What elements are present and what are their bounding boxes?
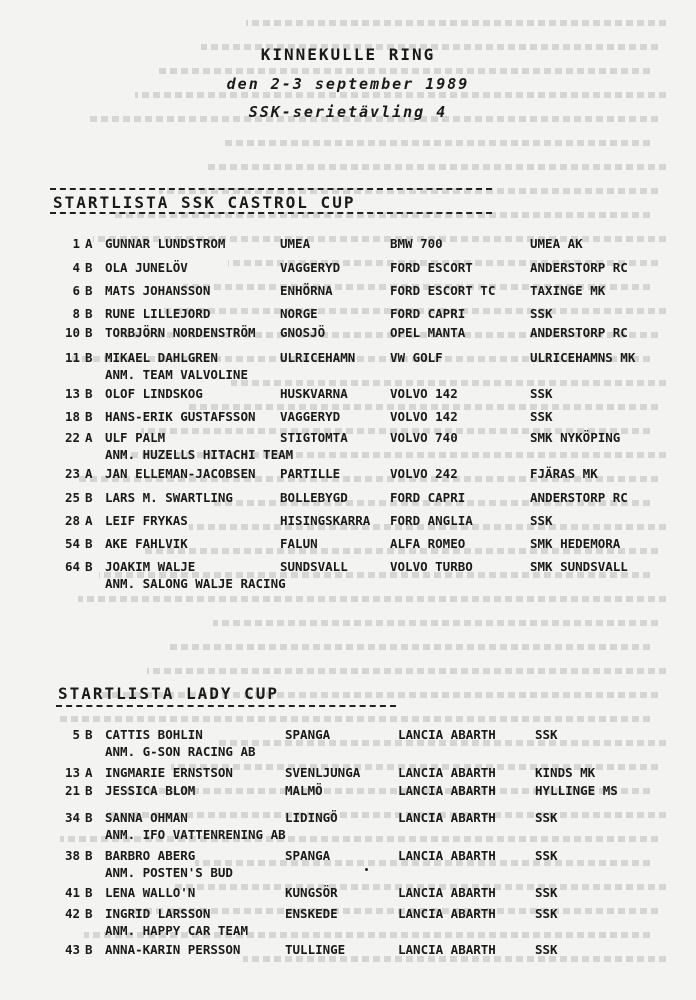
driver-name: SANNA OHMAN — [105, 810, 188, 825]
hometown: UMEA — [280, 236, 311, 251]
entry-class: A — [85, 430, 93, 445]
entry-class: B — [85, 386, 93, 401]
start-number: 64 — [64, 559, 80, 574]
start-number: 11 — [64, 350, 80, 365]
start-number: 13 — [64, 765, 80, 780]
entry-class: B — [85, 906, 93, 921]
hometown: TULLINGE — [285, 942, 346, 957]
driver-name: MATS JOHANSSON — [105, 283, 211, 298]
start-number: 28 — [64, 513, 80, 528]
driver-name: ULF PALM — [105, 430, 166, 445]
club-name: SSK — [530, 513, 553, 528]
entry-note: ANM. HUZELLS HITACHI TEAM — [105, 447, 294, 462]
entry-class: B — [85, 810, 93, 825]
club-name: FJÄRAS MK — [530, 466, 598, 481]
entry-class: B — [85, 306, 93, 321]
start-number: 8 — [72, 306, 80, 321]
hometown: STIGTOMTA — [280, 430, 348, 445]
club-name: SSK — [535, 848, 558, 863]
hometown: HUSKVARNA — [280, 386, 348, 401]
show-through-line — [78, 596, 666, 602]
car-model: LANCIA ABARTH — [398, 906, 496, 921]
car-model: FORD CAPRI — [390, 306, 466, 321]
start-number: 38 — [64, 848, 80, 863]
hometown: FALUN — [280, 536, 318, 551]
event-date: den 2-3 september 1989 — [226, 75, 470, 93]
lady-section-rule — [56, 705, 396, 707]
entry-class: B — [85, 409, 93, 424]
club-name: TAXINGE MK — [530, 283, 606, 298]
car-model: LANCIA ABARTH — [398, 727, 496, 742]
car-model: OPEL MANTA — [390, 325, 466, 340]
driver-name: MIKAEL DAHLGREN — [105, 350, 218, 365]
start-number: 54 — [64, 536, 80, 551]
driver-name: INGRID LARSSON — [105, 906, 211, 921]
club-name: SSK — [535, 906, 558, 921]
driver-name: OLA JUNELÖV — [105, 260, 188, 275]
car-model: FORD CAPRI — [390, 490, 466, 505]
driver-name: JAN ELLEMAN-JACOBSEN — [105, 466, 256, 481]
club-name: KINDS MK — [535, 765, 596, 780]
car-model: LANCIA ABARTH — [398, 942, 496, 957]
car-model: VOLVO 142 — [390, 409, 458, 424]
lady-cup-title: STARTLISTA LADY CUP — [58, 684, 280, 703]
start-number: 23 — [64, 466, 80, 481]
driver-name: BARBRO ABERG — [105, 848, 196, 863]
start-number: 41 — [64, 885, 80, 900]
hometown: HISINGSKARRA — [280, 513, 371, 528]
club-name: ANDERSTORP RC — [530, 260, 628, 275]
entry-class: A — [85, 765, 93, 780]
car-model: ALFA ROMEO — [390, 536, 466, 551]
car-model: FORD ANGLIA — [390, 513, 473, 528]
start-number: 25 — [64, 490, 80, 505]
show-through-line — [105, 812, 666, 818]
entry-class: B — [85, 942, 93, 957]
start-number: 10 — [64, 325, 80, 340]
car-model: BMW 700 — [390, 236, 443, 251]
hometown: ENSKEDE — [285, 906, 338, 921]
club-name: SMK SUNDSVALL — [530, 559, 628, 574]
driver-name: AKE FAHLVIK — [105, 536, 188, 551]
driver-name: INGMARIE ERNSTSON — [105, 765, 233, 780]
car-model: VOLVO 242 — [390, 466, 458, 481]
entry-class: B — [85, 885, 93, 900]
section-rule-bottom — [50, 212, 492, 214]
show-through-line — [156, 68, 650, 74]
club-name: SSK — [535, 727, 558, 742]
entry-class: B — [85, 260, 93, 275]
club-name: SSK — [530, 306, 553, 321]
entry-class: B — [85, 325, 93, 340]
hometown: GNOSJÖ — [280, 325, 326, 340]
driver-name: LEIF FRYKAS — [105, 513, 188, 528]
hometown: VAGGERYD — [280, 260, 341, 275]
start-number: 42 — [64, 906, 80, 921]
car-model: LANCIA ABARTH — [398, 848, 496, 863]
entry-class: B — [85, 848, 93, 863]
entry-class: B — [85, 283, 93, 298]
driver-name: OLOF LINDSKOG — [105, 386, 203, 401]
club-name: ANDERSTORP RC — [530, 325, 628, 340]
entry-class: B — [85, 536, 93, 551]
hometown: SUNDSVALL — [280, 559, 348, 574]
hometown: BOLLEBYGD — [280, 490, 348, 505]
car-model: LANCIA ABARTH — [398, 885, 496, 900]
entry-class: B — [85, 350, 93, 365]
driver-name: GUNNAR LUNDSTROM — [105, 236, 226, 251]
driver-name: LARS M. SWARTLING — [105, 490, 233, 505]
club-name: SSK — [530, 386, 553, 401]
show-through-line — [57, 716, 650, 722]
document-title: KINNEKULLE RING — [260, 45, 436, 64]
club-name: SSK — [535, 942, 558, 957]
hometown: SVENLJUNGA — [285, 765, 361, 780]
hometown: PARTILLE — [280, 466, 341, 481]
car-model: VOLVO TURBO — [390, 559, 473, 574]
start-number: 18 — [64, 409, 80, 424]
club-name: ULRICEHAMNS MK — [530, 350, 636, 365]
driver-name: HANS-ERIK GUSTAFSSON — [105, 409, 256, 424]
car-model: FORD ESCORT — [390, 260, 473, 275]
show-through-line — [168, 644, 650, 650]
castrol-cup-title: STARTLISTA SSK CASTROL CUP — [53, 193, 356, 212]
show-through-line — [246, 20, 666, 26]
start-number: 1 — [72, 236, 80, 251]
driver-name: JOAKIM WALJE — [105, 559, 196, 574]
club-name: SSK — [530, 409, 553, 424]
start-number: 13 — [64, 386, 80, 401]
entry-note: ANM. SALONG WALJE RACING — [105, 576, 286, 591]
start-number: 4 — [72, 260, 80, 275]
club-name: ANDERSTORP RC — [530, 490, 628, 505]
hometown: LIDINGÖ — [285, 810, 338, 825]
car-model: VOLVO 740 — [390, 430, 458, 445]
entry-note: ANM. TEAM VALVOLINE — [105, 367, 248, 382]
start-number: 6 — [72, 283, 80, 298]
hometown: SPANGA — [285, 727, 331, 742]
club-name: SMK NYKÖPING — [530, 430, 621, 445]
entry-class: A — [85, 513, 93, 528]
start-number: 22 — [64, 430, 80, 445]
driver-name: ANNA-KARIN PERSSON — [105, 942, 241, 957]
hometown: KUNGSÖR — [285, 885, 338, 900]
club-name: HYLLINGE MS — [535, 783, 618, 798]
entry-class: B — [85, 490, 93, 505]
hometown: SPANGA — [285, 848, 331, 863]
start-number: 34 — [64, 810, 80, 825]
car-model: FORD ESCORT TC — [390, 283, 496, 298]
entry-class: A — [85, 466, 93, 481]
show-through-line — [213, 620, 658, 626]
start-number: 43 — [64, 942, 80, 957]
club-name: UMEA AK — [530, 236, 583, 251]
hometown: NORGE — [280, 306, 318, 321]
hometown: ULRICEHAMN — [280, 350, 356, 365]
entry-note: ANM. IFO VATTENRENING AB — [105, 827, 286, 842]
hometown: VAGGERYD — [280, 409, 341, 424]
driver-name: RUNE LILLEJORD — [105, 306, 211, 321]
entry-note: ANM. POSTEN'S BUD — [105, 865, 233, 880]
entry-note: ANM. HAPPY CAR TEAM — [105, 923, 248, 938]
driver-name: CATTIS BOHLIN — [105, 727, 203, 742]
series-title: SSK-serietävling 4 — [248, 103, 448, 121]
car-model: VOLVO 142 — [390, 386, 458, 401]
entry-note: ANM. G-SON RACING AB — [105, 744, 256, 759]
driver-name: JESSICA BLOM — [105, 783, 196, 798]
section-rule-top — [50, 188, 492, 190]
entry-class: B — [85, 559, 93, 574]
entry-class: A — [85, 236, 93, 251]
club-name: SSK — [535, 885, 558, 900]
hometown: MALMÖ — [285, 783, 323, 798]
car-model: VW GOLF — [390, 350, 443, 365]
show-through-line — [204, 164, 666, 170]
entry-class: B — [85, 783, 93, 798]
club-name: SSK — [535, 810, 558, 825]
show-through-line — [225, 140, 650, 146]
club-name: SMK HEDEMORA — [530, 536, 621, 551]
ink-dot — [365, 868, 368, 871]
start-number: 5 — [72, 727, 80, 742]
show-through-line — [147, 668, 666, 674]
entry-class: B — [85, 727, 93, 742]
hometown: ENHÖRNA — [280, 283, 333, 298]
driver-name: TORBJÖRN NORDENSTRÖM — [105, 325, 256, 340]
start-number: 21 — [64, 783, 80, 798]
car-model: LANCIA ABARTH — [398, 765, 496, 780]
driver-name: LENA WALLO'N — [105, 885, 196, 900]
car-model: LANCIA ABARTH — [398, 810, 496, 825]
car-model: LANCIA ABARTH — [398, 783, 496, 798]
